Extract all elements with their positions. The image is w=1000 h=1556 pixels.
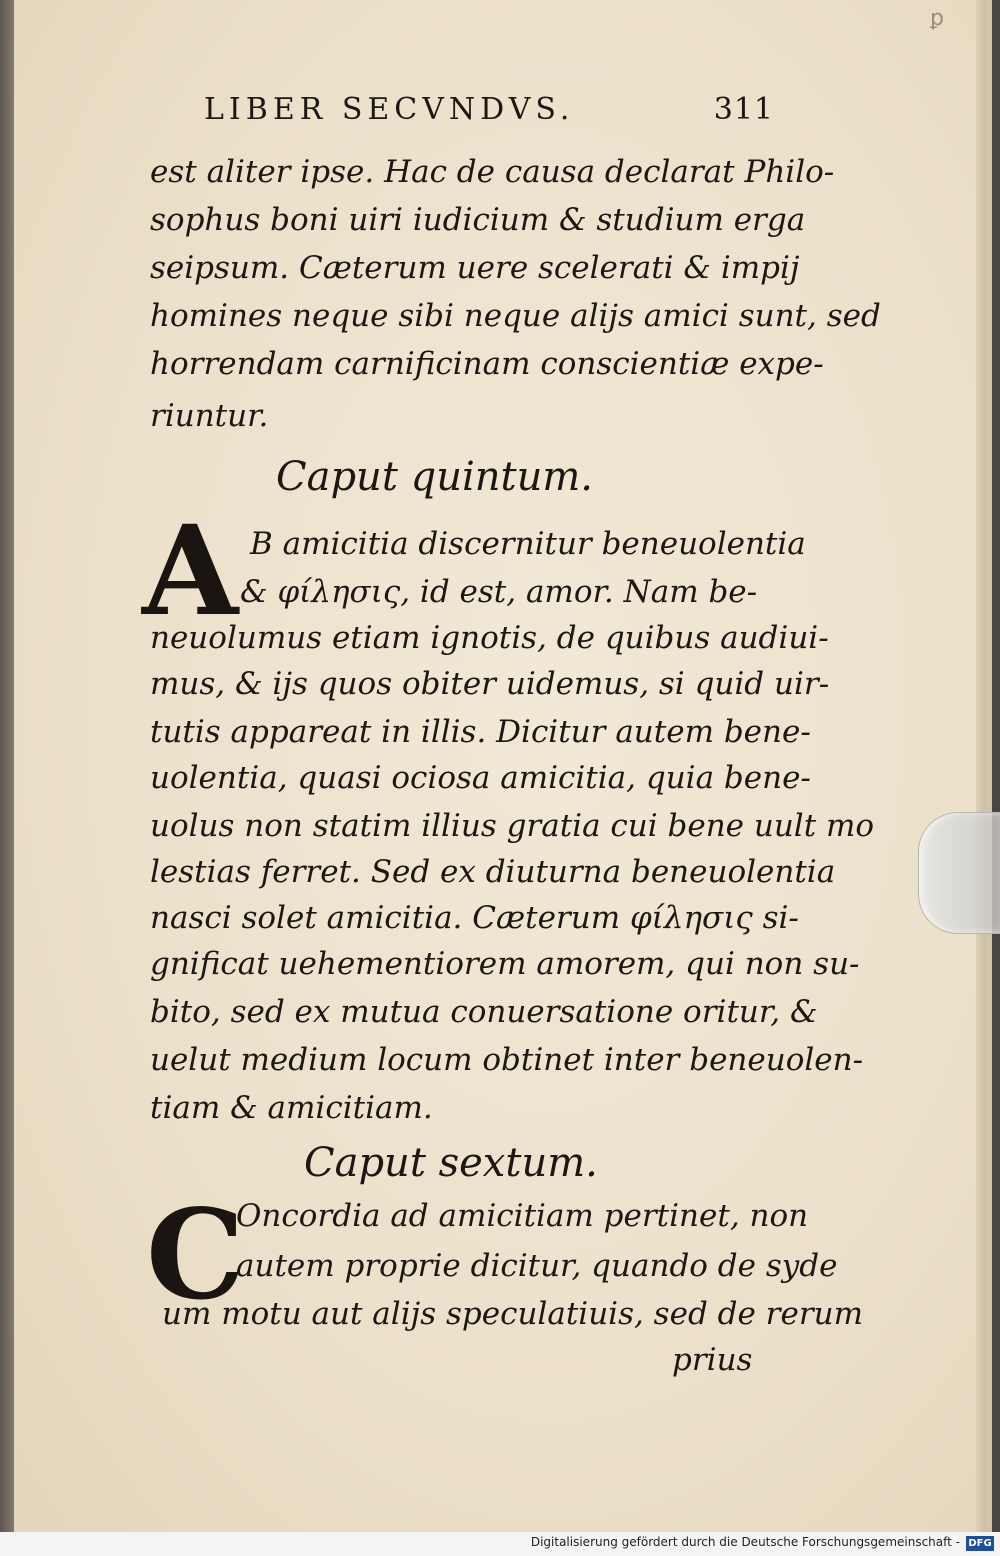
folio-number: 311 [713,92,774,127]
text-line: bito, sed ex mutua conuersatione oritur, & [150,994,818,1030]
text-line: seipsum. Cæterum uere scelerati & impij [150,250,800,286]
chapter-heading: Caput sextum. [304,1140,598,1186]
text-line: horrendam carnificinam conscientiæ expe- [150,346,824,382]
running-title: LIBER SECVNDVS. [204,92,575,127]
text-line: est aliter ipse. Hac de causa declarat Philo- [150,154,835,190]
text-line: tutis appareat in illis. Dicitur autem bene- [150,714,811,750]
drop-cap-initial: C [146,1183,245,1328]
drop-cap-initial: A [142,499,239,644]
text-line: uolentia, quasi ociosa amicitia, quia bene- [150,760,811,796]
text-line: uolus non statim illius gratia cui bene uult mo [150,808,875,844]
text-line: Oncordia ad amicitiam pertinet, non [236,1198,809,1234]
text-line: riuntur. [150,398,269,434]
text-line: & φίλησις, id est, amor. Nam be- [240,574,758,610]
catchword: prius [672,1342,753,1378]
chapter-heading: Caput quintum. [276,454,594,500]
text-line: homines neque sibi neque alijs amici sunt, sed [150,298,881,334]
text-line: nasci solet amicitia. Cæterum φίλησις si- [150,900,799,936]
text-line: uelut medium locum obtinet inter beneuolen- [150,1042,864,1078]
text-line: mus, & ijs quos obiter uidemus, si quid uir- [150,666,830,702]
text-line: tiam & amicitiam. [150,1090,433,1126]
text-line: autem proprie dicitur, quando de syde [236,1248,838,1284]
funding-credit: Digitalisierung gefördert durch die Deutsche Forschungsgemeinschaft - [530,1535,960,1549]
text-line: B amicitia discernitur beneuolentia [250,526,806,562]
digitization-footer [0,1532,1000,1556]
text-line: um motu aut alijs speculatiuis, sed de rerum [162,1296,864,1332]
dfg-logo-icon: DFG [966,1536,994,1551]
page-edge [976,0,986,1532]
text-line: sophus boni uiri iudicium & studium erga [150,202,806,238]
corner-pencil-mark: ꝑ [930,6,944,31]
text-line: lestias ferret. Sed ex diuturna beneuolentia [150,854,836,890]
running-head [204,92,774,136]
text-line: neuolumus etiam ignotis, de quibus audiui- [150,620,829,656]
text-line: gnificat uehementiorem amorem, qui non su- [150,946,860,982]
page-clip [918,812,1000,934]
book-page [14,0,992,1532]
